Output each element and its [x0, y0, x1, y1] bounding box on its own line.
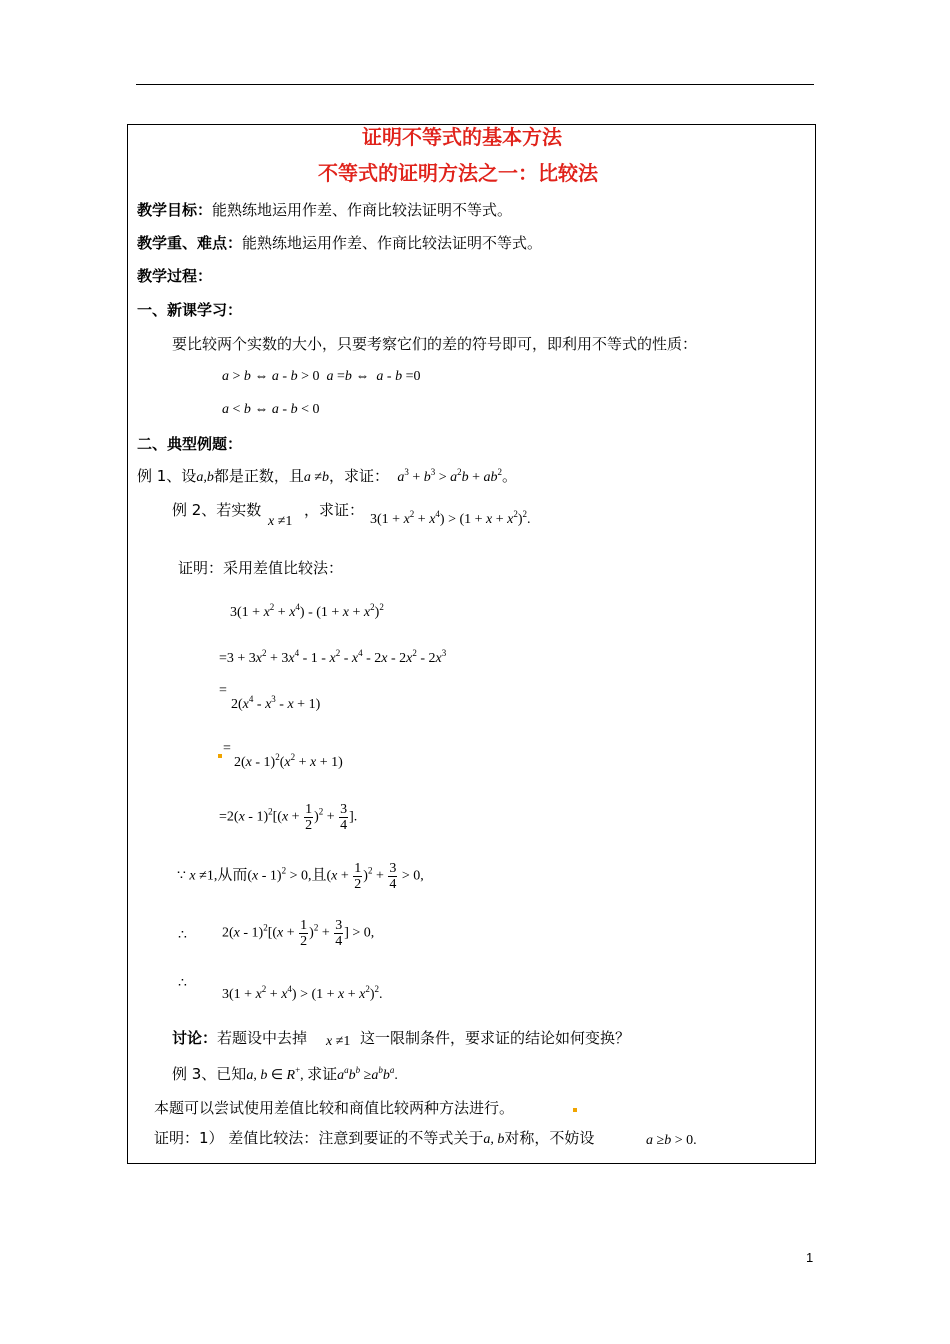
therefore-line-1: 2(x - 1)$^2$[(x + $\frac{1}{2}$ )$^2$ + $\frac{3}{4}$ ] > 0,	[222, 918, 375, 949]
proof-step-3: $2(x^4 - x^3 - x + 1)$	[231, 694, 321, 712]
because-text-1: 从而	[217, 865, 248, 884]
example-2-claim: $3(1 + x^2 + x^4) > (1 + x + x^2)^2$.	[370, 509, 531, 527]
proof-2-vars: a, b	[483, 1132, 505, 1147]
header-rule	[136, 84, 814, 85]
example-1-text-b: 都是正数，且	[213, 467, 304, 485]
example-2-text-b: ，求证：	[304, 501, 365, 519]
example-2-condition: x ≠1	[268, 514, 293, 529]
proof-step-2: $=3 + 3x^2 + 3x^4 - 1 - x^2 - x^4 - 2x - 2x^2 - 2x^3$	[219, 648, 447, 666]
because-text-2: 且	[311, 865, 327, 884]
section-examples: 二、典型例题：	[137, 435, 243, 453]
example-3-text-b: 求证	[307, 1065, 338, 1083]
proof-step-4-eq: =	[223, 741, 231, 756]
page-title: 证明不等式的基本方法	[362, 125, 562, 149]
property-line-2: a < b ⇔ a - b < 0	[222, 402, 320, 417]
example-1-text-a: 例 1、设	[137, 467, 197, 485]
process-label: 教学过程：	[137, 267, 213, 285]
example-1-text-c: ，求证：	[329, 467, 390, 485]
because-line: ∵ x ≠1,从而(x - 1)$^2$ > 0,且(x + $\frac{1}{2}$ )$^2$ + $\frac{3}{4}$ > 0,	[177, 861, 424, 892]
example-3-note: 本题可以尝试使用差值比较和商值比较两种方法进行。	[154, 1099, 515, 1117]
example-1-vars: a,b	[196, 470, 214, 485]
proof-step-1: $3(1 + x^2 + x^4) - (1 + x + x^2)^2$	[230, 602, 384, 620]
section-new-learning: 一、新课学习：	[137, 301, 243, 319]
key-label: 教学重、难点：	[137, 234, 243, 252]
proof-2	[154, 1131, 594, 1147]
discussion-condition: x ≠1	[326, 1034, 351, 1049]
example-2	[172, 503, 261, 518]
proof-2-assumption: a ≥b > 0.	[646, 1133, 697, 1148]
proof-step-5: =2(x - 1)$^2$[(x + $\frac{1}{2}$ )$^2$ + $\frac{3}{4}$ ].	[219, 802, 358, 833]
example-3-text-a: 例 3、已知	[172, 1065, 247, 1083]
goal-text: 能熟练地运用作差、作商比较法证明不等式。	[212, 201, 513, 219]
therefore-icon-2: ∴	[178, 976, 187, 991]
page-number: 1	[806, 1250, 814, 1265]
therefore-icon: ∴	[178, 928, 187, 943]
discussion-text-a: 若题设中去掉	[217, 1029, 308, 1047]
example-2-text-a: 例 2、若实数	[172, 501, 262, 519]
teaching-goal	[137, 203, 512, 218]
therefore-line-2: $3(1 + x^2 + x^4) > (1 + x + x^2)^2$.	[222, 984, 383, 1002]
intro-text: 要比较两个实数的大小，只要考察它们的差的符号即可，即利用不等式的性质：	[172, 335, 698, 353]
proof-label: 证明：采用差值比较法：	[178, 559, 344, 577]
key-text: 能熟练地运用作差、作商比较法证明不等式。	[242, 234, 543, 252]
discussion-label: 讨论：	[172, 1029, 218, 1047]
discussion	[172, 1031, 307, 1046]
proof-step-4: $2(x - 1)^2(x^2 + x + 1)$	[234, 752, 343, 770]
proof-2-text-a: 证明：1） 差值比较法：注意到要证的不等式关于	[154, 1129, 484, 1147]
proof-step-3-eq: =	[219, 683, 227, 698]
orange-mark	[218, 754, 222, 758]
goal-label: 教学目标：	[137, 201, 213, 219]
page-subtitle: 不等式的证明方法之一：比较法	[318, 161, 598, 185]
orange-mark-2	[573, 1108, 577, 1112]
example-1: 例 1、设a,b都是正数，且a ≠b，求证： $a^3 + b^3 > a^2b + ab^2$。	[137, 467, 518, 485]
proof-2-text-b: 对称，不妨设	[504, 1129, 595, 1147]
property-line-1: a > b ⇔ a - b > 0 a =b ⇔ a - b =0	[222, 369, 421, 384]
key-points	[137, 236, 542, 251]
discussion-text-b: 这一限制条件，要求证的结论如何变换？	[360, 1029, 631, 1047]
example-3: 例 3、已知a, b ∈ R+, 求证$a^ab^b \ge a^bb^a$.	[172, 1065, 398, 1083]
content-box	[127, 124, 816, 1164]
